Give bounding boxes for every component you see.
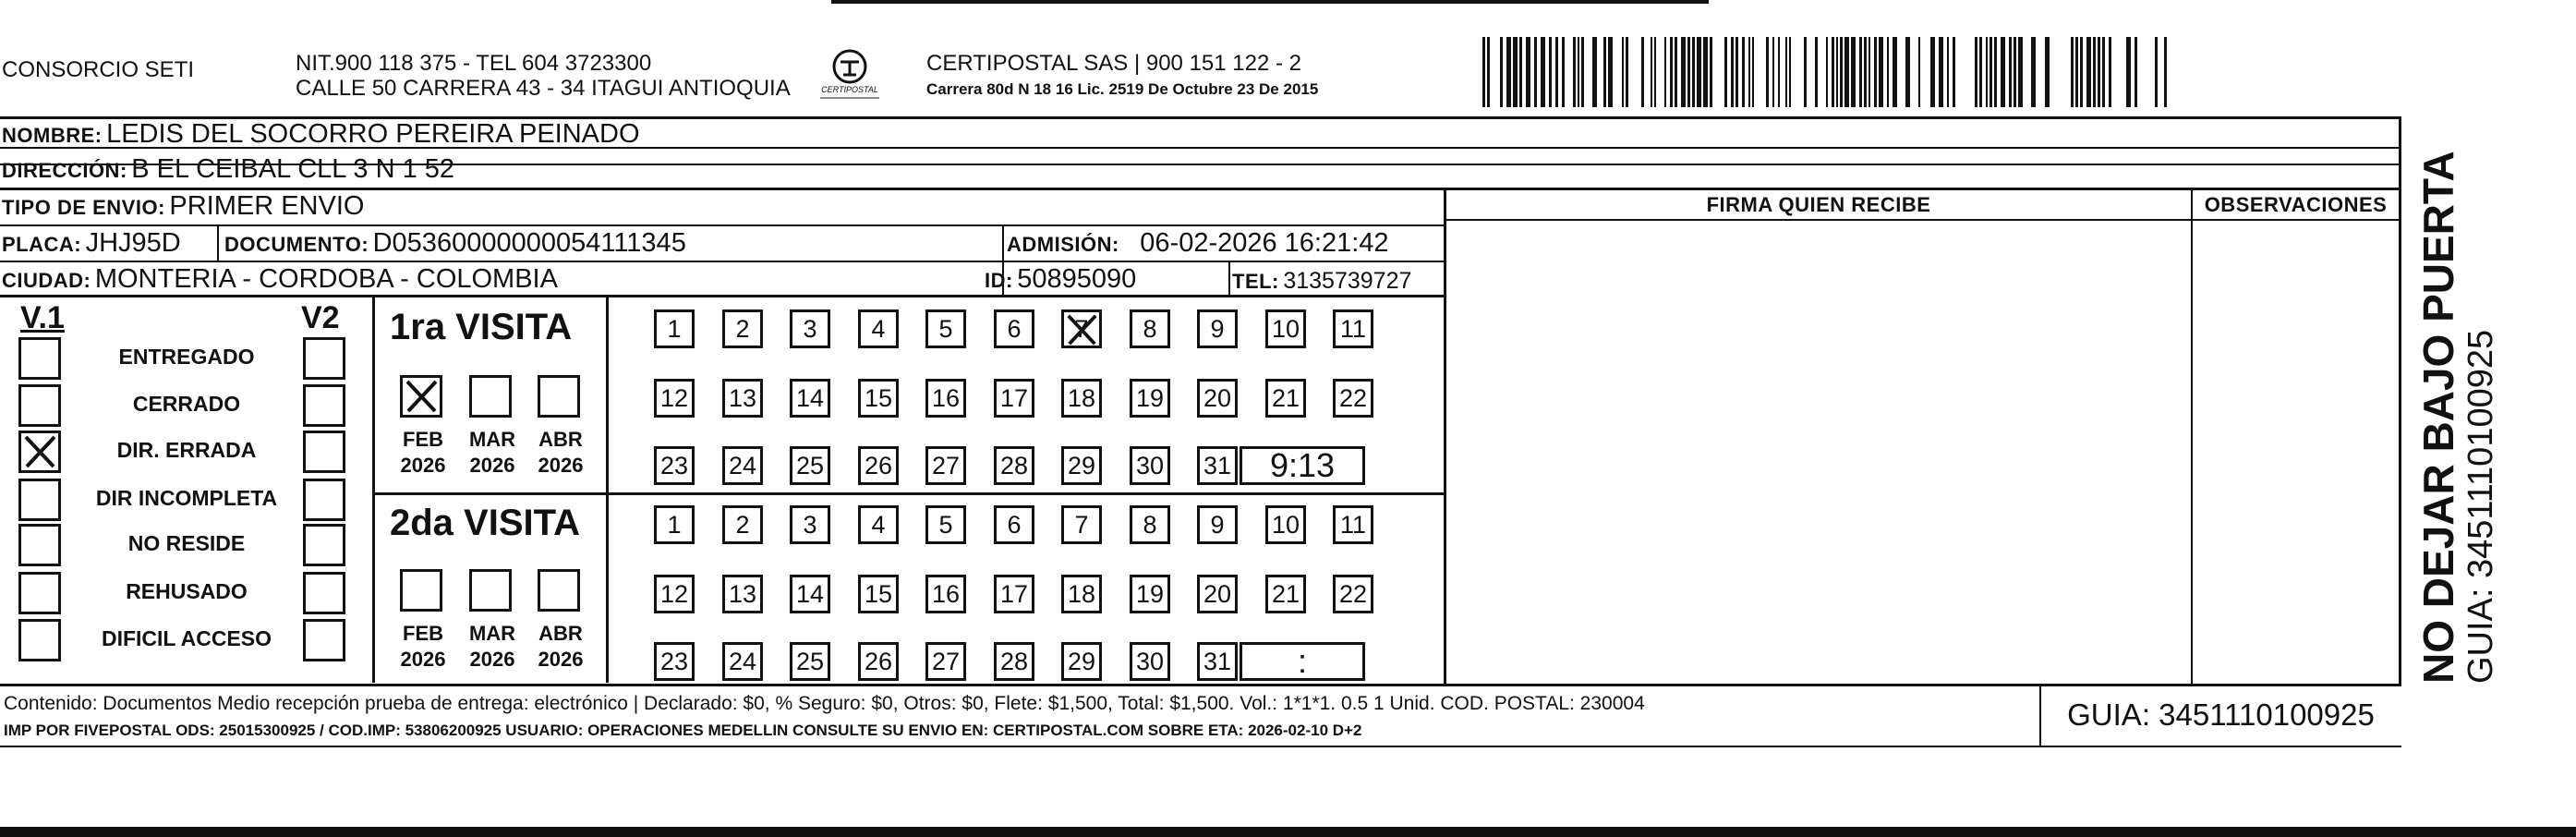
reason-label: DIFICIL ACCESO: [101, 626, 272, 650]
day-box[interactable]: [790, 379, 830, 418]
day-number: 28: [999, 452, 1029, 479]
day-number: 28: [999, 648, 1029, 675]
day-box[interactable]: [858, 309, 899, 348]
year-label: 2026: [538, 648, 584, 671]
day-number: 15: [864, 580, 893, 608]
day-box[interactable]: [925, 309, 966, 348]
logo-wordmark: CERTIPOSTAL: [821, 85, 878, 94]
placa-label: PLACA:: [2, 233, 82, 256]
v2-checkbox[interactable]: [303, 524, 345, 566]
day-number: 11: [1339, 315, 1367, 343]
day-box[interactable]: [1130, 505, 1170, 544]
observaciones-label: OBSERVACIONES: [2204, 193, 2388, 216]
day-number: 7: [1074, 511, 1089, 539]
day-number: 29: [1067, 452, 1096, 479]
month-label: FEB: [403, 622, 443, 645]
day-number: 16: [931, 384, 961, 412]
day-box[interactable]: [1197, 505, 1238, 544]
ciudad-value: MONTERIA - CORDOBA - COLOMBIA: [94, 264, 558, 294]
day-box[interactable]: [1130, 446, 1170, 485]
day-number: 27: [931, 452, 961, 479]
ciudad-label: CIUDAD:: [2, 269, 91, 292]
tipo-label: TIPO DE ENVIO:: [2, 196, 165, 219]
day-box[interactable]: [1333, 309, 1373, 348]
day-number: 31: [1203, 452, 1232, 479]
day-box[interactable]: [790, 505, 830, 544]
day-box[interactable]: [1061, 642, 1102, 681]
day-number: 18: [1067, 580, 1096, 608]
day-number: 23: [659, 452, 689, 479]
day-box[interactable]: [790, 575, 830, 613]
day-box[interactable]: [858, 642, 899, 681]
v2-checkbox[interactable]: [303, 431, 345, 473]
v1-checkbox[interactable]: [18, 384, 61, 427]
day-box[interactable]: [994, 505, 1034, 544]
direccion-value: B EL CEIBAL CLL 3 N 1 52: [131, 154, 455, 184]
day-number: 21: [1271, 580, 1300, 608]
nombre-value: LEDIS DEL SOCORRO PEREIRA PEINADO: [106, 119, 640, 149]
year-label: 2026: [400, 454, 446, 477]
day-box[interactable]: [1197, 642, 1238, 681]
v2-checkbox[interactable]: [303, 572, 345, 614]
day-box[interactable]: [925, 446, 966, 485]
day-number: 30: [1135, 452, 1165, 479]
day-box[interactable]: [1130, 309, 1170, 348]
day-box[interactable]: [994, 642, 1034, 681]
day-number: 1: [667, 315, 682, 343]
visit2-title: 2da VISITA: [390, 503, 580, 543]
documento-value: D05360000000054111345: [372, 228, 686, 258]
day-box[interactable]: [925, 642, 966, 681]
day-box[interactable]: [1061, 309, 1102, 348]
no-dejar-bajo-puerta: NO DEJAR BAJO PUERTA: [2414, 151, 2462, 684]
month-label: FEB: [403, 428, 443, 451]
day-number: 4: [871, 511, 886, 539]
footer-imp: IMP POR FIVEPOSTAL ODS: 25015300925 / COD.IMP: 53806200925 USUARIO: OPERACIONES MEDELLIN CONSULTE SU ENVIO EN: CERTIPOSTAL.COM SOBRE ETA: 2026-02-10 D+2: [4, 722, 1362, 739]
day-box[interactable]: [1130, 642, 1170, 681]
day-box[interactable]: [994, 309, 1034, 348]
day-number: 2: [735, 315, 750, 343]
day-number: 2: [735, 511, 750, 539]
day-number: 20: [1203, 384, 1232, 412]
day-number: 4: [871, 315, 886, 343]
month-checkbox[interactable]: [400, 569, 442, 612]
month-label: MAR: [468, 428, 516, 451]
admision-label: ADMISIÓN:: [1007, 233, 1119, 256]
v1-label: V.1: [20, 300, 65, 335]
day-box[interactable]: [790, 309, 830, 348]
day-number: 5: [938, 315, 953, 343]
firma-label: FIRMA QUIEN RECIBE: [1706, 193, 1931, 216]
tipo-row: [2, 191, 364, 222]
month-label: ABR: [538, 428, 583, 451]
month-label: ABR: [538, 622, 583, 645]
day-box[interactable]: [654, 446, 695, 485]
reason-label: REHUSADO: [126, 579, 248, 603]
day-number: 3: [803, 315, 817, 343]
day-box[interactable]: [654, 642, 695, 681]
v2-label: V2: [301, 300, 340, 335]
day-number: 24: [728, 648, 757, 675]
reason-label: ENTREGADO: [118, 345, 255, 369]
year-label: 2026: [469, 454, 515, 477]
day-number: 13: [728, 384, 757, 412]
v1-checkbox[interactable]: [18, 572, 61, 614]
day-box[interactable]: [858, 446, 899, 485]
day-box[interactable]: [722, 505, 763, 544]
day-number: 29: [1067, 648, 1096, 675]
reason-label: DIR. ERRADA: [116, 438, 257, 462]
v2-checkbox[interactable]: [303, 619, 345, 661]
day-number: 22: [1338, 580, 1368, 608]
reason-label: DIR INCOMPLETA: [95, 486, 278, 510]
direccion-row: [2, 154, 454, 185]
day-number: 12: [659, 580, 689, 608]
day-box[interactable]: [1061, 505, 1102, 544]
id-row: [985, 264, 1136, 295]
v1-checkbox[interactable]: [18, 337, 61, 380]
v1-checkbox[interactable]: [18, 619, 61, 661]
day-box[interactable]: [1130, 575, 1170, 613]
day-number: 13: [728, 580, 757, 608]
month-checkbox[interactable]: [469, 375, 512, 418]
admision-row: [1007, 228, 1389, 259]
day-box[interactable]: [858, 505, 899, 544]
day-number: 21: [1271, 384, 1300, 412]
day-number: 25: [795, 648, 825, 675]
tel-row: [1232, 268, 1411, 295]
day-box[interactable]: [1333, 379, 1373, 418]
month-checkbox[interactable]: [400, 375, 442, 418]
day-number: 26: [864, 648, 893, 675]
id-label: ID:: [985, 269, 1013, 292]
id-value: 50895090: [1017, 264, 1137, 294]
tel-value: 3135739727: [1283, 268, 1412, 294]
nit-line-1: NIT.900 118 375 - TEL 604 3723300: [296, 51, 652, 76]
year-label: 2026: [469, 648, 515, 671]
day-number: 7: [1074, 315, 1089, 343]
day-number: 6: [1007, 315, 1022, 343]
day-number: 14: [795, 384, 825, 412]
day-number: 18: [1067, 384, 1096, 412]
documento-row: [224, 228, 686, 259]
day-number: 12: [659, 384, 689, 412]
barcode: [1482, 37, 2171, 107]
nit-line-2: CALLE 50 CARRERA 43 - 34 ITAGUI ANTIOQUIA: [296, 76, 791, 101]
day-box[interactable]: [925, 379, 966, 418]
day-box[interactable]: [1061, 575, 1102, 613]
certipostal-line-2: Carrera 80d N 18 16 Lic. 2519 De Octubre 23 De 2015: [926, 80, 1319, 98]
v1-checkbox[interactable]: [18, 524, 61, 566]
day-number: 23: [659, 648, 689, 675]
day-number: 8: [1143, 511, 1157, 539]
v1-checkbox[interactable]: [18, 479, 61, 521]
day-number: 11: [1339, 511, 1367, 539]
day-number: 31: [1203, 648, 1232, 675]
certipostal-line-1: CERTIPOSTAL SAS | 900 151 122 - 2: [926, 51, 1301, 76]
day-number: 10: [1271, 315, 1300, 343]
day-number: 10: [1271, 511, 1300, 539]
nombre-label: NOMBRE:: [2, 124, 103, 147]
day-box[interactable]: [790, 642, 830, 681]
time-value: :: [1297, 642, 1307, 680]
month-checkbox[interactable]: [538, 375, 580, 418]
month-label: MAR: [468, 622, 516, 645]
day-number: 20: [1203, 580, 1232, 608]
day-number: 15: [864, 384, 893, 412]
day-number: 19: [1135, 384, 1165, 412]
day-number: 9: [1210, 511, 1225, 539]
day-number: 9: [1210, 315, 1225, 343]
day-number: 1: [667, 511, 682, 539]
v2-checkbox[interactable]: [303, 337, 345, 380]
day-box[interactable]: [1265, 379, 1306, 418]
admision-value: 06-02-2026 16:21:42: [1140, 228, 1389, 258]
top-edge: [831, 0, 1709, 4]
day-box[interactable]: [654, 505, 695, 544]
footer-contenido: Contenido: Documentos Medio recepción prueba de entrega: electrónico | Declarado: $0, % Seguro: $0, Otros: $0, Flete: $1,500, Total: $1,500. Vol.: 1*1*1. 0.5 1 Unid. COD. POSTAL: 230004: [4, 693, 1645, 714]
day-box[interactable]: [1061, 379, 1102, 418]
day-box[interactable]: [1197, 309, 1238, 348]
day-number: 26: [864, 452, 893, 479]
day-box[interactable]: [654, 379, 695, 418]
v2-checkbox[interactable]: [303, 384, 345, 427]
time-value: 9:13: [1269, 446, 1336, 484]
day-box[interactable]: [722, 379, 763, 418]
day-box[interactable]: [858, 575, 899, 613]
v1-checkbox[interactable]: [18, 431, 61, 473]
day-box[interactable]: [1197, 446, 1238, 485]
day-box[interactable]: [790, 446, 830, 485]
day-box[interactable]: [722, 446, 763, 485]
reason-label: CERRADO: [132, 392, 241, 416]
documento-label: DOCUMENTO:: [224, 233, 369, 256]
day-box[interactable]: [1333, 575, 1373, 613]
day-box[interactable]: [994, 575, 1034, 613]
day-number: 30: [1135, 648, 1165, 675]
time-box[interactable]: [1240, 642, 1365, 681]
day-box[interactable]: [722, 309, 763, 348]
day-number: 16: [931, 580, 961, 608]
day-box[interactable]: [994, 446, 1034, 485]
v2-checkbox[interactable]: [303, 479, 345, 521]
day-number: 17: [999, 384, 1029, 412]
visit1-title: 1ra VISITA: [390, 307, 573, 347]
direccion-label: DIRECCIÓN:: [2, 159, 127, 182]
day-box[interactable]: [925, 575, 966, 613]
day-number: 19: [1135, 580, 1165, 608]
day-number: 5: [938, 511, 953, 539]
consorcio-name: CONSORCIO SETI: [2, 57, 195, 82]
day-box[interactable]: [1265, 309, 1306, 348]
day-box[interactable]: [1265, 505, 1306, 544]
day-box[interactable]: [1130, 379, 1170, 418]
day-box[interactable]: [925, 505, 966, 544]
year-label: 2026: [538, 454, 584, 477]
placa-row: [2, 228, 181, 259]
tipo-value: PRIMER ENVIO: [169, 191, 365, 221]
day-box[interactable]: [654, 309, 695, 348]
day-box[interactable]: [1061, 446, 1102, 485]
day-number: 27: [931, 648, 961, 675]
day-box[interactable]: [858, 379, 899, 418]
day-box[interactable]: [1265, 575, 1306, 613]
day-number: 8: [1143, 315, 1157, 343]
day-box[interactable]: [1197, 379, 1238, 418]
day-number: 22: [1338, 384, 1368, 412]
day-number: 17: [999, 580, 1029, 608]
day-box[interactable]: [654, 575, 695, 613]
certipostal-logo: [813, 46, 887, 102]
day-box[interactable]: [1197, 575, 1238, 613]
placa-value: JHJ95D: [85, 228, 181, 258]
side-guia: GUIA: 3451110100925: [2461, 329, 2500, 684]
day-box[interactable]: [722, 642, 763, 681]
ciudad-row: [2, 264, 558, 295]
day-box[interactable]: [722, 575, 763, 613]
footer-guia: GUIA: 3451110100925: [2067, 698, 2375, 732]
nombre-row: [2, 119, 640, 150]
tel-label: TEL:: [1232, 270, 1279, 293]
side-text: [2415, 129, 2500, 684]
day-number: 24: [728, 452, 757, 479]
day-box[interactable]: [1333, 505, 1373, 544]
month-checkbox[interactable]: [469, 569, 512, 612]
day-number: 6: [1007, 511, 1022, 539]
year-label: 2026: [400, 648, 446, 671]
day-number: 3: [803, 511, 817, 539]
day-number: 25: [795, 452, 825, 479]
reason-label: NO RESIDE: [127, 531, 246, 555]
day-box[interactable]: [994, 379, 1034, 418]
day-number: 14: [795, 580, 825, 608]
time-box[interactable]: [1240, 446, 1365, 485]
month-checkbox[interactable]: [538, 569, 580, 612]
